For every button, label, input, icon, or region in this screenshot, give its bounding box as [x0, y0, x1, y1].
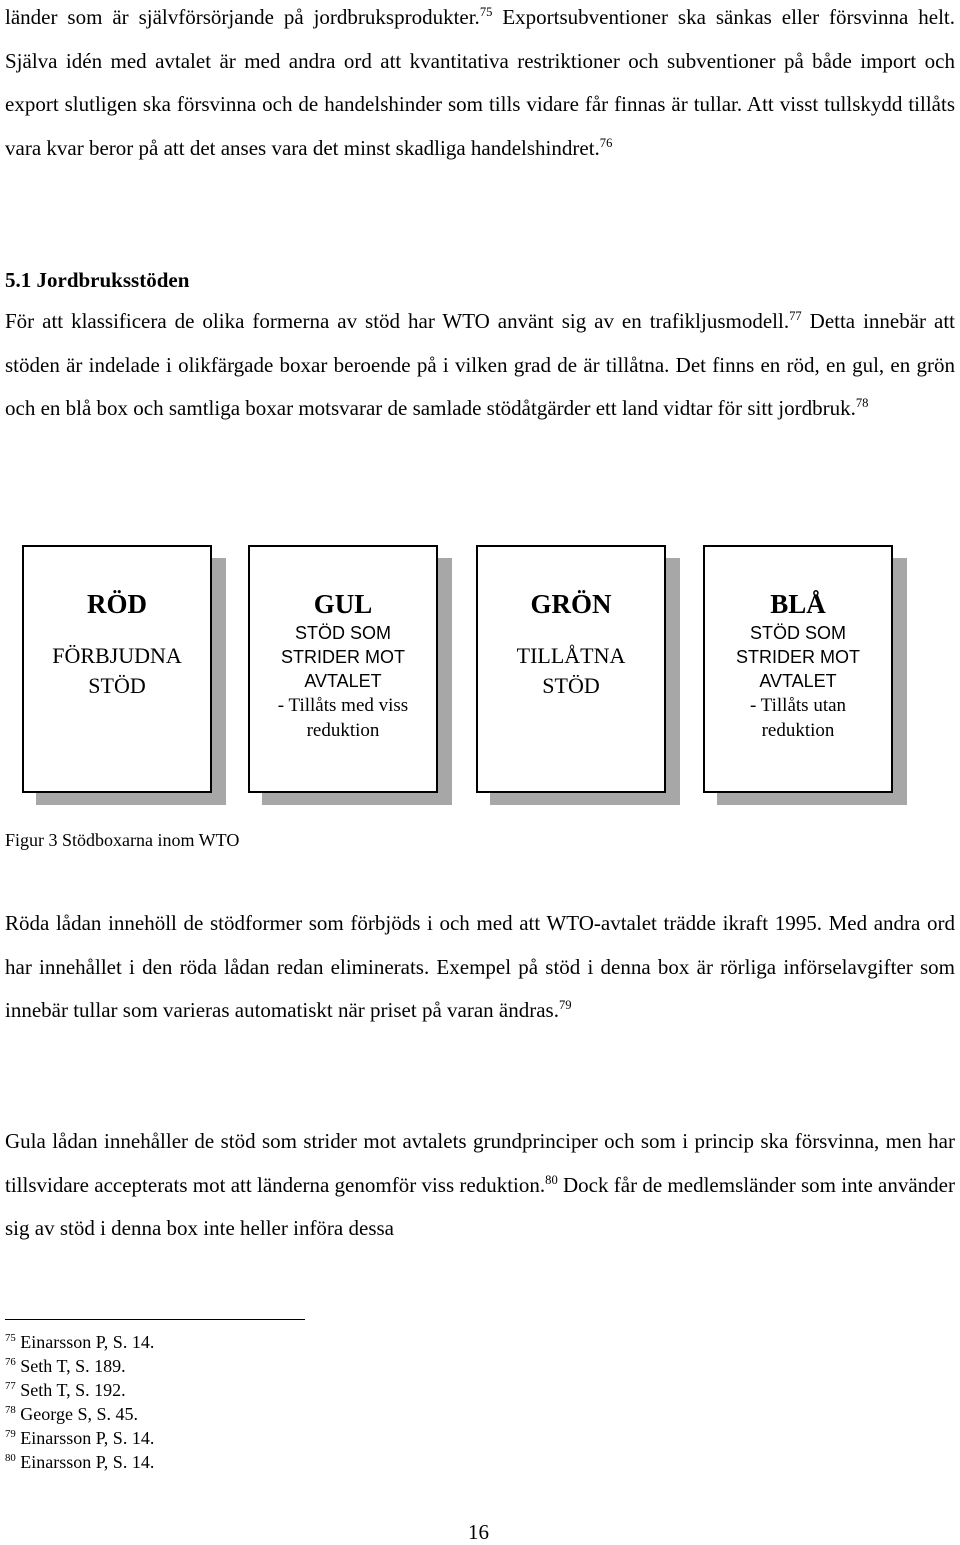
box-line: AVTALET: [759, 671, 837, 691]
footnote-ref-79[interactable]: 79: [558, 998, 572, 1013]
footnote-text: Seth T, S. 192.: [20, 1380, 126, 1400]
footnotes: [5, 1330, 154, 1474]
paragraph-text: Exportsubventioner ska sänkas eller försvinna helt. Själva idén med avtalet är med andra ord att kvantitativa restriktioner och subventioner på både import och export slutligen ska försvinna och de handelshinder som tills vidare får finnas är tullar. Att visst tullskydd tillåts vara kvar beror på att det anses vara det minst skadliga handelshindret.: [5, 5, 955, 160]
green-box: [476, 545, 666, 793]
footnote-number: 75: [5, 1332, 16, 1344]
blue-box: [703, 545, 893, 793]
box-line: STÖD SOM: [294, 623, 391, 643]
box-title: BLÅ: [770, 589, 826, 619]
footnote-number: 80: [5, 1452, 16, 1464]
figure-caption: Figur 3 Stödboxarna inom WTO: [5, 830, 240, 850]
paragraph-text: Röda lådan innehöll de stödformer som förbjöds i och med att WTO-avtalet trädde ikraft 1995. Med andra ord har innehållet i den röda lådan redan eliminerats. Exempel på stöd i denna box är rörliga införselavgifter som innebär tullar som varieras automatiskt när priset på varan ändras.: [5, 911, 955, 1023]
section-heading: 5.1 Jordbruksstöden: [5, 268, 190, 292]
paragraph-text: Detta innebär att stöden är indelade i olikfärgade boxar beroende på i vilken grad de är tillåtna. Det finns en röd, en gul, en grön och en blå box och samtliga boxar motsvarar de samlade stödåtgärder ett land vidtar för sitt jordbruk.: [5, 309, 955, 421]
paragraph-red-box: [5, 902, 955, 1033]
box-note: - Tillåts utan: [749, 695, 847, 716]
footnote-item: [5, 1402, 154, 1426]
box-line: STÖD: [542, 673, 600, 698]
paragraph-text: Gula lådan innehåller de stöd som strider mot avtalets grundprinciper och som i princip ska försvinna, men har tillsvidare accepterats mot att länderna genomför viss reduktion.: [5, 1129, 955, 1197]
footnote-ref-80[interactable]: 80: [545, 1172, 558, 1187]
footnote-number: 79: [5, 1428, 16, 1440]
footnote-item: [5, 1330, 154, 1354]
box-line: AVTALET: [304, 671, 382, 691]
page-number: 16: [468, 1520, 489, 1544]
footnote-text: Einarsson P, S. 14.: [20, 1428, 155, 1448]
footnote-ref-75[interactable]: 75: [479, 5, 493, 19]
footnote-ref-77[interactable]: 77: [789, 309, 802, 323]
box-title: RÖD: [87, 589, 147, 619]
footnote-number: 78: [5, 1404, 16, 1416]
yellow-box: [248, 545, 438, 793]
box-title: GUL: [313, 589, 373, 619]
footnote-item: [5, 1450, 154, 1474]
box-line: FÖRBJUDNA: [52, 643, 182, 668]
footnote-number: 76: [5, 1356, 16, 1368]
footnote-item: [5, 1426, 154, 1450]
footnote-item: [5, 1354, 154, 1378]
footnote-text: Seth T, S. 189.: [20, 1356, 126, 1376]
box-title: GRÖN: [530, 589, 612, 619]
footnote-number: 77: [5, 1380, 16, 1392]
box-line: STÖD: [88, 673, 146, 698]
footnote-divider: [5, 1319, 305, 1320]
paragraph-intro: [5, 0, 955, 170]
box-note: - Tillåts med viss: [277, 695, 409, 716]
footnote-item: [5, 1378, 154, 1402]
footnote-ref-78[interactable]: 78: [855, 396, 869, 411]
red-box: [22, 545, 212, 793]
footnote-text: Einarsson P, S. 14.: [20, 1332, 155, 1352]
paragraph-yellow-box: [5, 1120, 955, 1251]
box-line: STRIDER MOT: [736, 647, 860, 667]
box-note: reduktion: [306, 720, 380, 741]
box-line: STÖD SOM: [749, 623, 846, 643]
paragraph-traffic-light: [5, 300, 955, 431]
paragraph-text: För att klassificera de olika formerna av stöd har WTO använt sig av en trafikljusmodell.: [5, 309, 790, 333]
paragraph-text: Dock får de medlemsländer som inte använder sig av stöd i denna box inte heller införa dessa: [5, 1172, 955, 1241]
footnote-ref-76[interactable]: 76: [599, 135, 613, 150]
paragraph-text: länder som är självförsörjande på jordbruksprodukter.: [5, 5, 480, 29]
footnote-text: Einarsson P, S. 14.: [20, 1452, 155, 1472]
footnote-text: George S, S. 45.: [20, 1404, 138, 1424]
box-note: reduktion: [761, 720, 835, 741]
box-line: STRIDER MOT: [281, 647, 405, 667]
box-line: TILLÅTNA: [516, 643, 626, 668]
